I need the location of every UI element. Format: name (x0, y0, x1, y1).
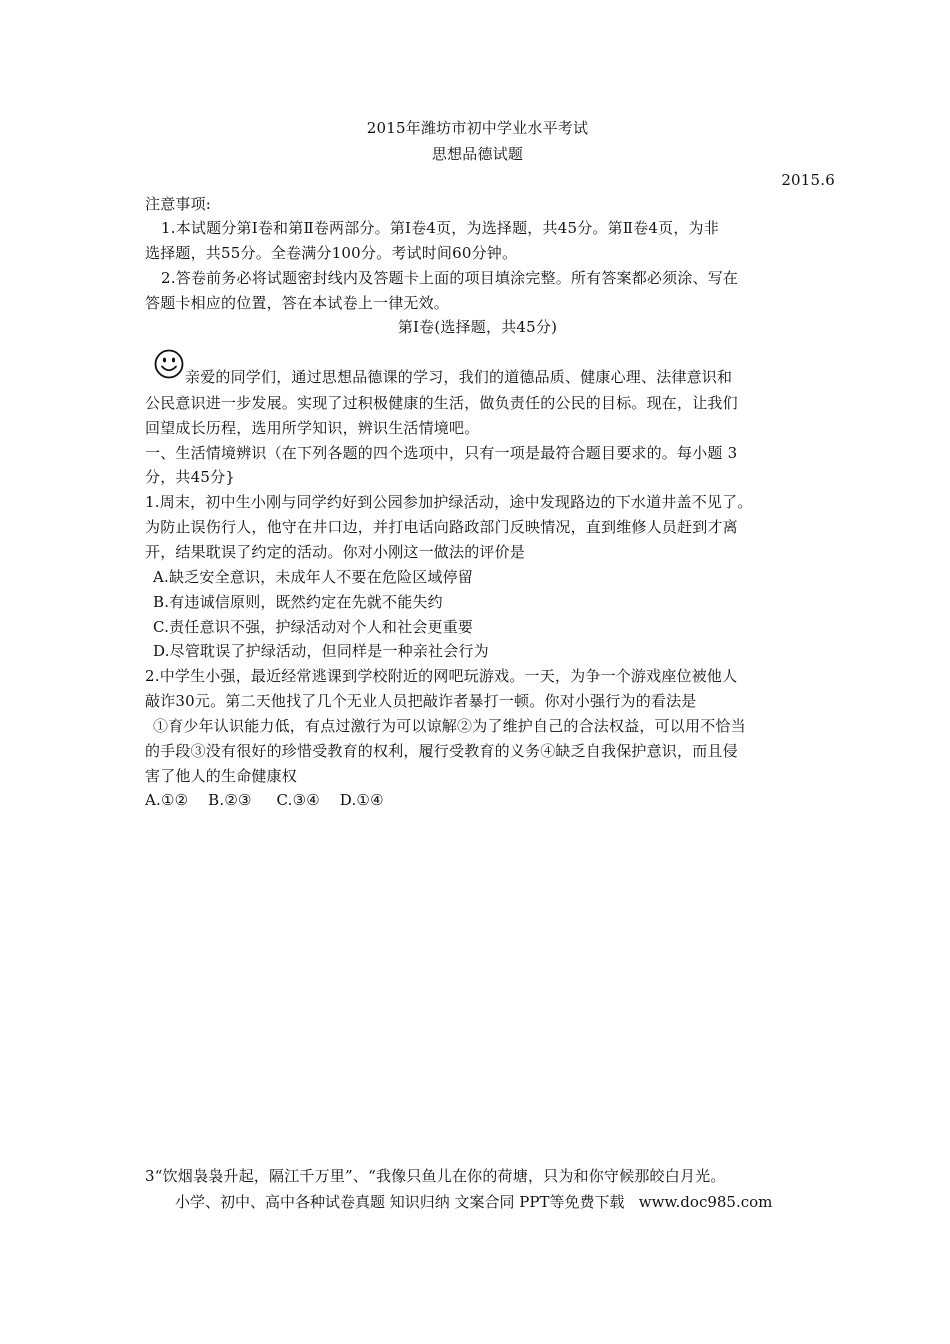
q2-line2: 敲诈30元。第二天他找了几个无业人员把敲诈者暴打一顿。你对小强行为的看法是 (145, 692, 697, 710)
q2-line1: 2.中学生小强，最近经常逃课到学校附近的网吧玩游戏。一天，为争一个游戏座位被他人 (145, 667, 738, 685)
footer-download-note: 小学、初中、高中各种试卷真题 知识归纳 文案合同 PPT等免费下载 www.doc985.com (175, 1193, 773, 1211)
exam-date: 2015.6 (781, 171, 835, 189)
part-instruction-line2: 分，共45分} (145, 468, 236, 486)
notice-item1-line1: 1.本试题分第Ⅰ卷和第Ⅱ卷两部分。第Ⅰ卷4页，为选择题，共45分。第Ⅱ卷4页，为非 (161, 219, 719, 237)
notice-item2-line1: 2.答卷前务必将试题密封线内及答题卡上面的项目填涂完整。所有答案都必须涂、写在 (161, 269, 739, 287)
intro-line1: 亲爱的同学们，通过思想品德课的学习，我们的道德品质、健康心理、法律意识和 (185, 368, 733, 386)
notice-item2-line2: 答题卡相应的位置，答在本试卷上一律无效。 (145, 294, 450, 312)
part-instruction-line1: 一、生活情境辨识（在下列各题的四个选项中，只有一项是最符合题目要求的。每小题 3 (145, 444, 738, 462)
smiley-face-icon (154, 349, 184, 379)
notice-heading: 注意事项: (145, 195, 212, 213)
q1-line3: 开，结果耽误了约定的活动。你对小刚这一做法的评价是 (145, 543, 526, 561)
q3-line1: 3“饮烟袅袅升起，隔江千万里”、“我像只鱼儿在你的荷塘，只为和你守候那皎白月光。 (145, 1167, 726, 1185)
q1-option-b: B.有违诚信原则，既然约定在先就不能失约 (153, 593, 443, 611)
q2-options: A.①② B.②③ C.③④ D.①④ (145, 791, 384, 809)
q1-option-a: A.缺乏安全意识，未成年人不要在危险区域停留 (153, 568, 474, 586)
intro-line3: 回望成长历程，选用所学知识，辨识生活情境吧。 (145, 419, 480, 437)
q2-line3: ①育少年认识能力低，有点过激行为可以谅解②为了维护自己的合法权益，可以用不恰当 (153, 717, 746, 735)
q1-option-c: C.责任意识不强，护绿活动对个人和社会更重要 (153, 618, 474, 636)
section1-title: 第Ⅰ卷(选择题，共45分) (397, 318, 558, 336)
exam-subtitle: 思想品德试题 (431, 145, 524, 163)
q1-line2: 为防止误伤行人，他守在井口边，并打电话向路政部门反映情况，直到维修人员赶到才离 (145, 518, 738, 536)
q2-line4: 的手段③没有很好的珍惜受教育的权利，履行受教育的义务④缺乏自我保护意识，而且侵 (145, 742, 738, 760)
exam-title: 2015年潍坊市初中学业水平考试 (366, 119, 589, 137)
q2-line5: 害了他人的生命健康权 (145, 767, 298, 785)
q1-option-d: D.尽管耽误了护绿活动，但同样是一种亲社会行为 (153, 642, 489, 660)
q1-line1: 1.周末，初中生小刚与同学约好到公园参加护绿活动，途中发现路边的下水道井盖不见了。 (145, 493, 753, 511)
notice-item1-line2: 选择题，共55分。全卷满分100分。考试时间60分钟。 (145, 244, 518, 262)
intro-line2: 公民意识进一步发展。实现了过积极健康的生活，做负责任的公民的目标。现在，让我们 (145, 394, 738, 412)
